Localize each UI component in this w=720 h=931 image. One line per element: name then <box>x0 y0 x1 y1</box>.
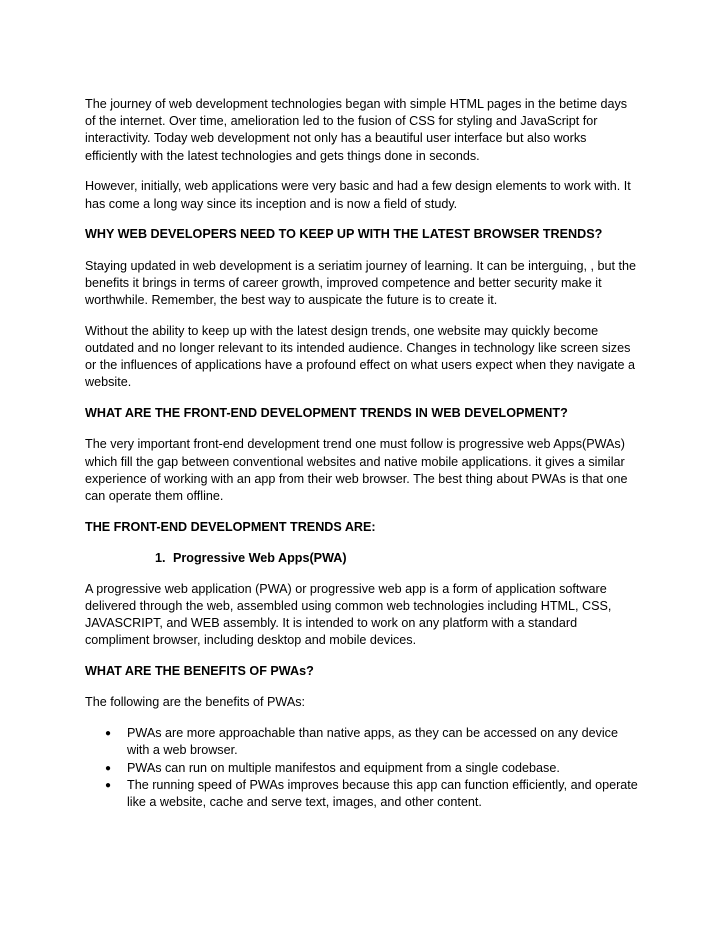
list-item-text: PWAs can run on multiple manifestos and equipment from a single codebase. <box>127 760 560 775</box>
bullet-icon: ● <box>105 728 112 740</box>
intro-paragraph: The journey of web development technologies began with simple HTML pages in the betime days of the internet. Over time, amelioration led to the fusion of CSS for styling and JavaScript for interactivity. Today web development not only has a beautiful user interface but also works efficiently with the latest technologies and gets things done in seconds. <box>85 97 628 163</box>
section-heading-trends-list: THE FRONT-END DEVELOPMENT TRENDS ARE: <box>85 519 376 534</box>
list-item <box>105 777 640 811</box>
section-heading-benefits: WHAT ARE THE BENEFITS OF PWAs? <box>85 664 314 679</box>
numbered-list-item: 1. Progressive Web Apps(PWA) <box>169 550 640 567</box>
numbered-list <box>85 550 640 567</box>
staying-updated-paragraph: Staying updated in web development is a seriatim journey of learning. It can be interguing, , but the benefits it brings in terms of career growth, improved competence and better security make it worthwhile. Remember, the best way to auspicate the future is to create it. <box>85 258 636 308</box>
list-item-text: PWAs are more approachable than native apps, as they can be accessed on any device with a web browser. <box>127 726 618 758</box>
design-trends-paragraph: Without the ability to keep up with the latest design trends, one website may quickly become outdated and no longer relevant to its intended audience. Changes in technology like screen sizes or the influences of applications have a profound effect on what users expect when they navigate a website. <box>85 323 636 390</box>
section-heading-front-end-trends: WHAT ARE THE FRONT-END DEVELOPMENT TRENDS IN WEB DEVELOPMENT? <box>85 406 568 421</box>
pwa-definition-paragraph: A progressive web application (PWA) or progressive web app is a form of application software delivered through the web, assembled using common web technologies including HTML, CSS, JAVASCRIPT, and WEB assembly. It is intended to work on any platform with a standard compliment browser, including desktop and mobile devices. <box>85 581 612 648</box>
list-item <box>105 760 640 777</box>
document-page <box>85 96 640 811</box>
benefits-list <box>85 725 640 811</box>
bullet-icon: ● <box>105 762 112 774</box>
section-heading-browser-trends: WHY WEB DEVELOPERS NEED TO KEEP UP WITH THE LATEST BROWSER TRENDS? <box>85 227 603 242</box>
history-paragraph: However, initially, web applications were very basic and had a few design elements to work with. It has come a long way since its inception and is now a field of study. <box>85 179 631 211</box>
list-item <box>105 725 640 759</box>
pwa-intro-paragraph: The very important front-end development trend one must follow is progressive web Apps(PWAs) which fill the gap between conventional websites and native mobile applications. it gives a similar experience of working with an app from their web browser. The best thing about PWAs is that one can operate them offline. <box>85 437 628 504</box>
list-item-text: The running speed of PWAs improves because this app can function efficiently, and operate like a website, cache and serve text, images, and other content. <box>127 777 638 810</box>
benefits-intro-paragraph: The following are the benefits of PWAs: <box>85 695 306 710</box>
bullet-icon: ● <box>105 779 112 791</box>
